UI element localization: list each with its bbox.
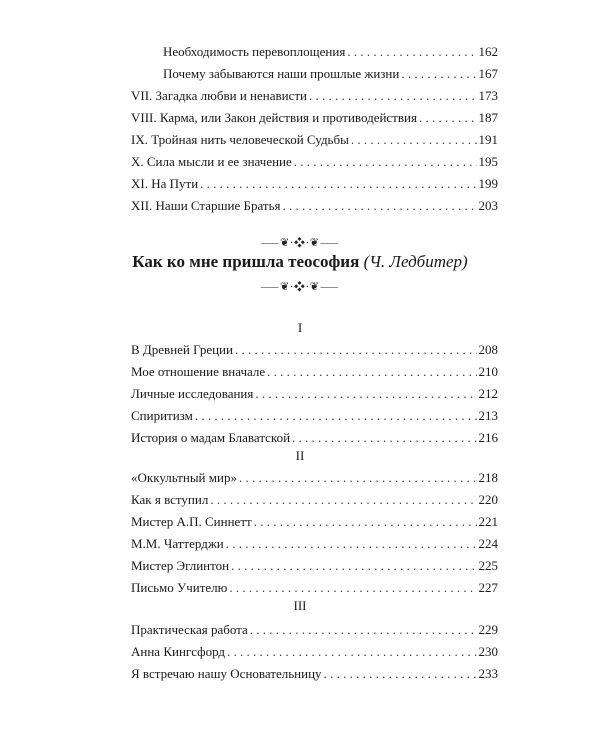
toc-entry: [131, 132, 498, 148]
entry-label: Мистер Эглинтон: [131, 558, 230, 573]
dot-leader: [239, 470, 477, 486]
toc-entry: [131, 470, 498, 486]
dot-leader: [229, 580, 476, 596]
dot-leader: [419, 110, 477, 126]
toc-entry: [131, 536, 498, 552]
toc-entry: [131, 110, 498, 126]
entry-label: VIII. Карма, или Закон действия и противодействия: [131, 110, 417, 125]
entry-page-number: 199: [478, 176, 498, 191]
toc-entry: [131, 154, 498, 170]
entry-label: Необходимость перевоплощения: [163, 44, 346, 59]
dot-leader: [283, 198, 477, 214]
entry-label: VII. Загадка любви и ненависти: [131, 88, 308, 103]
entry-label: X. Сила мысли и ее значение: [131, 154, 292, 169]
entry-page-number: 229: [478, 622, 498, 637]
dot-leader: [309, 88, 476, 104]
dot-leader: [292, 430, 476, 446]
dot-leader: [254, 514, 477, 530]
entry-label: Мое отношение вначале: [131, 364, 266, 379]
toc-entry: [131, 198, 498, 214]
section-title: Как ко мне пришла теософия: [132, 252, 360, 271]
entry-label: IX. Тройная нить человеческой Судьбы: [131, 132, 349, 147]
toc-entry: [131, 622, 498, 638]
entry-page-number: 224: [478, 536, 498, 551]
entry-label: XI. На Пути: [131, 176, 199, 191]
entry-page-number: 210: [478, 364, 498, 379]
ornament-bottom: ⸺❦∙❖∙❦⸺: [260, 281, 340, 293]
dot-leader: [347, 44, 476, 60]
dot-leader: [250, 622, 477, 638]
part-numeral: II: [295, 448, 305, 463]
entry-label: Мистер А.П. Синнетт: [131, 514, 252, 529]
entry-page-number: 216: [478, 430, 498, 445]
entry-page-number: 220: [478, 492, 498, 507]
dot-leader: [210, 492, 476, 508]
entry-label: В Древней Греции: [131, 342, 233, 357]
dot-leader: [227, 644, 476, 660]
entry-page-number: 167: [478, 66, 498, 81]
part-numeral: I: [297, 320, 303, 335]
dot-leader: [195, 408, 477, 424]
toc-entry: [131, 430, 498, 446]
toc-entry: [131, 644, 498, 660]
entry-label: История о мадам Блаватской: [131, 430, 291, 445]
section-heading: [0, 252, 600, 272]
entry-page-number: 195: [478, 154, 498, 169]
entry-page-number: 203: [478, 198, 498, 213]
entry-page-number: 208: [478, 342, 498, 357]
entry-page-number: 213: [478, 408, 498, 423]
entry-label: Письмо Учителю: [131, 580, 228, 595]
toc-entry: [131, 176, 498, 192]
entry-page-number: 225: [478, 558, 498, 573]
dot-leader: [255, 386, 476, 402]
toc-entry: [163, 44, 498, 60]
toc-entry: [131, 558, 498, 574]
entry-page-number: 212: [478, 386, 498, 401]
dot-leader: [401, 66, 476, 82]
dot-leader: [231, 558, 476, 574]
dot-leader: [235, 342, 477, 358]
entry-label: М.М. Чаттерджи: [131, 536, 224, 551]
toc-entry: [131, 514, 498, 530]
entry-label: Анна Кингсфорд: [131, 644, 226, 659]
entry-page-number: 230: [478, 644, 498, 659]
dot-leader: [351, 132, 477, 148]
entry-label: Личные исследования: [131, 386, 254, 401]
entry-page-number: 173: [478, 88, 498, 103]
entry-page-number: 162: [478, 44, 498, 59]
entry-page-number: 221: [478, 514, 498, 529]
entry-label: XII. Наши Старшие Братья: [131, 198, 281, 213]
toc-entry: [131, 364, 498, 380]
dot-leader: [324, 666, 477, 682]
dot-leader: [294, 154, 477, 170]
entry-label: Почему забываются наши прошлые жизни: [163, 66, 400, 81]
toc-entry: [131, 386, 498, 402]
entry-label: Практическая работа: [131, 622, 248, 637]
entry-page-number: 227: [478, 580, 498, 595]
entry-page-number: 187: [478, 110, 498, 125]
toc-entry: [131, 408, 498, 424]
entry-label: Спиритизм: [131, 408, 193, 423]
dot-leader: [200, 176, 476, 192]
toc-entry: [131, 88, 498, 104]
toc-entry: [131, 580, 498, 596]
toc-entry: [131, 666, 498, 682]
entry-page-number: 191: [478, 132, 498, 147]
toc-entry: [163, 66, 498, 82]
ornament-top: ⸺❦∙❖∙❦⸺: [260, 237, 340, 249]
dot-leader: [267, 364, 476, 380]
entry-label: Я встречаю нашу Основательницу: [131, 666, 322, 681]
toc-entry: [131, 342, 498, 358]
part-numeral: III: [293, 598, 307, 613]
entry-label: Как я вступил: [131, 492, 209, 507]
entry-page-number: 218: [478, 470, 498, 485]
dot-leader: [226, 536, 477, 552]
entry-page-number: 233: [478, 666, 498, 681]
section-author: (Ч. Ледбитер): [363, 252, 468, 271]
entry-label: «Оккультный мир»: [131, 470, 237, 485]
toc-entry: [131, 492, 498, 508]
